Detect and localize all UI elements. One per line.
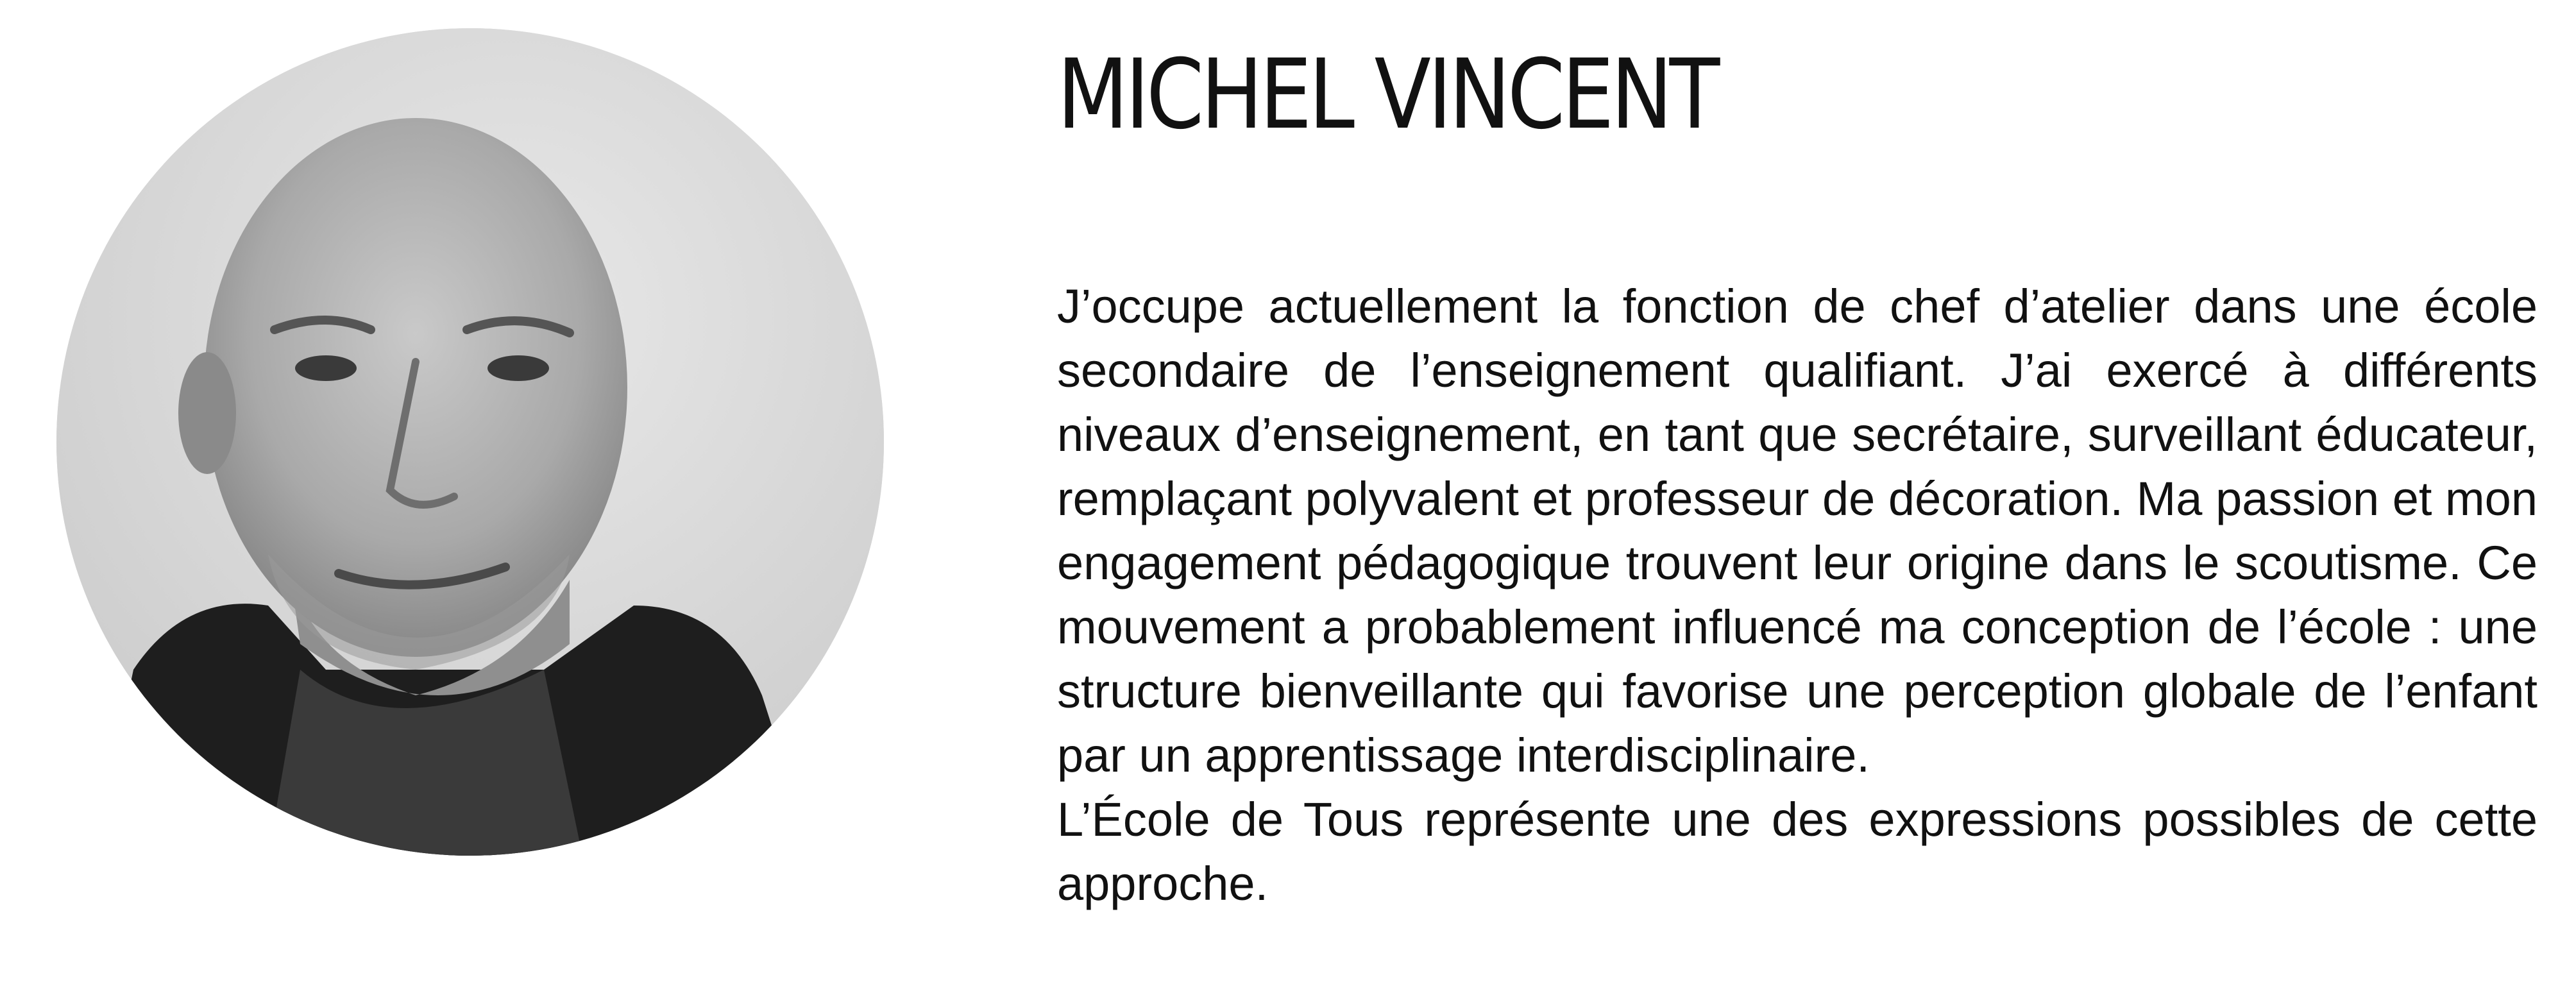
bio-paragraph-2: L’École de Tous représente une des expressions possibles de cette approche.: [1057, 793, 2538, 910]
bio-section: [1057, 37, 2538, 916]
person-portrait-icon: [56, 28, 884, 856]
bio-paragraph-1: J’occupe actuellement la fonction de chef d’atelier dans une école secondaire de l’enseignement qualifiant. J’ai exercé à différents niveaux d’enseignement, en tant que secrétaire, surveillant éducateur, remplaçant polyvalent et professeur de décoration. Ma passion et mon engagement pédagogique trouvent leur origine dans le scoutisme. Ce mouvement a probablement influencé ma conception de l’école : une structure bienveillante qui favorise une perception globale de l’enfant par un apprentissage interdisciplinaire.: [1057, 280, 2538, 782]
person-name: MICHEL VINCENT: [1057, 39, 1717, 151]
portrait-photo: [56, 28, 884, 856]
